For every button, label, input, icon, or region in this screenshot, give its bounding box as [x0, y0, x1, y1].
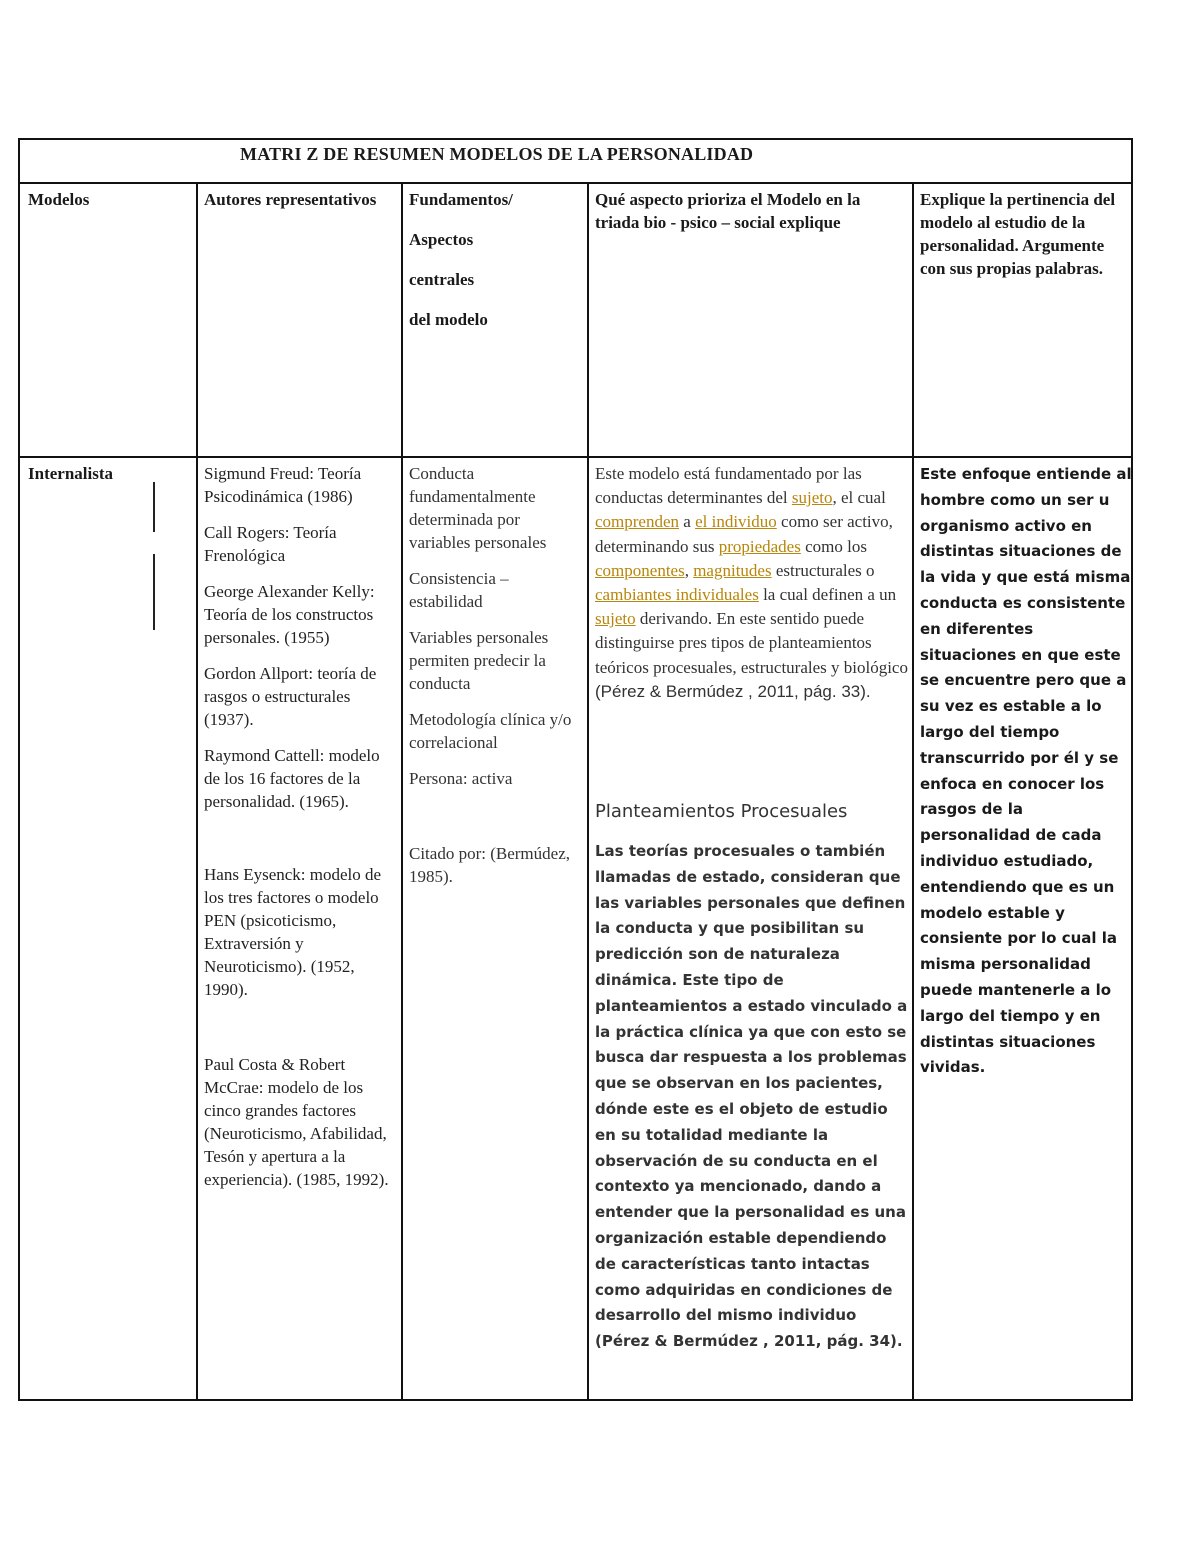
header-aspecto — [595, 188, 907, 234]
header-modelos — [28, 188, 188, 211]
header-pertinencia-label: Explique la pertinencia del modelo al estudio de la personalidad. Argumente con sus propias palabras. — [920, 190, 1116, 278]
fundamento-item: Metodología clínica y/o correlacional — [409, 710, 572, 752]
author-item: Gordon Allport: teoría de rasgos o estructurales (1937). — [204, 664, 377, 729]
aspecto-text: la cual definen a un — [758, 585, 897, 605]
column-divider — [912, 184, 914, 1401]
fundamento-item: Persona: activa — [409, 769, 513, 788]
aspecto-link[interactable]: sujeto — [595, 609, 636, 629]
aspecto-text: a — [679, 512, 696, 532]
aspecto-link[interactable]: componentes — [595, 560, 685, 580]
fundamentos-cell — [409, 462, 581, 901]
title-row — [20, 140, 1131, 184]
author-item: Sigmund Freud: Teoría Psicodinámica (1986) — [204, 464, 362, 506]
authors-cell — [204, 462, 394, 1204]
header-fundamentos-line: Aspectos — [409, 230, 474, 249]
column-divider — [196, 184, 198, 1401]
aspecto-text: , el cual — [832, 488, 886, 508]
aspecto-link[interactable]: sujeto — [791, 488, 833, 508]
column-divider — [587, 184, 589, 1401]
author-item: Call Rogers: Teoría Frenológica — [204, 523, 337, 565]
author-item: George Alexander Kelly: Teoría de los constructos personales. (1955) — [204, 582, 375, 647]
header-modelos-label: Modelos — [28, 190, 90, 209]
fundamento-item: Variables personales permiten predecir la conducta — [409, 628, 549, 693]
header-pertinencia — [920, 188, 1128, 280]
fundamento-item: Consistencia – estabilidad — [409, 569, 509, 611]
aspecto-text: como ser activo, determinando sus — [595, 512, 893, 556]
margin-marker — [153, 554, 155, 630]
fundamento-item: Conducta fundamentalmente determinada por variables personales — [409, 464, 547, 552]
column-divider — [401, 184, 403, 1401]
author-item: Hans Eysenck: modelo de los tres factores o modelo PEN (psicoticismo, Extraversión y Neuroticismo). (1952, 1990). — [204, 865, 382, 999]
header-aspecto-label: Qué aspecto prioriza el Modelo en la triada bio - psico – social explique — [595, 190, 861, 232]
aspecto-text: Este modelo está fundamentado por las conductas determinantes del — [595, 464, 862, 508]
author-item: Raymond Cattell: modelo de los 16 factores de la personalidad. (1965). — [204, 746, 380, 811]
planteamientos-subheading: Planteamientos Procesuales — [595, 801, 848, 823]
aspecto-text: como los — [800, 536, 867, 556]
header-autores-label: Autores representativos — [204, 190, 377, 209]
header-fundamentos — [409, 188, 579, 348]
aspecto-text: estructurales o — [771, 560, 875, 580]
aspecto-link[interactable]: magnitudes — [693, 560, 772, 580]
row-divider — [20, 456, 1131, 458]
pertinencia-text: Este enfoque entiende al hombre como un ser u organismo activo en distintas situaciones de la vida y que está misma conducta es consistente en diferentes situaciones en que este se encuentre pero que a su vez es estable a lo largo del tiempo transcurrido por él y se enfoca en conocer los rasgos de la personalidad de cada individuo estudiado, entendiendo que es un modelo estable y consiente por lo cual la misma personalidad puede mantenerle a lo largo del tiempo y en distintas situaciones vividas. — [920, 465, 1132, 1077]
aspecto-citation: (Pérez & Bermúdez , 2011, pág. 33). — [595, 681, 871, 701]
aspecto-paragraph — [595, 462, 909, 704]
matrix-title: MATRI Z DE RESUMEN MODELOS DE LA PERSONALIDAD — [240, 144, 754, 164]
header-autores — [204, 188, 384, 211]
model-name-cell — [28, 462, 188, 485]
header-fundamentos-line: Fundamentos/ — [409, 190, 513, 209]
aspecto-link[interactable]: comprenden — [595, 512, 680, 532]
planteamientos-body: Las teorías procesuales o también llamadas de estado, consideran que las variables personales que definen la conducta y que posibilitan su predicción son de naturaleza dinámica. Este tipo de planteamientos a estado vinculado a la práctica clínica ya que con esto se busca dar respuesta a los problemas que se observan en los pacientes, dónde este es el objeto de estudio en su totalidad mediante la observación de su conducta en el contexto ya mencionado, dando a entender que la personalidad es una organización estable dependiendo de características tanto intactas como adquiridas en condiciones de desarrollo del mismo individuo (Pérez & Bermúdez , 2011, pág. 34). — [595, 842, 908, 1351]
author-item: Paul Costa & Robert McCrae: modelo de los cinco grandes factores (Neuroticismo, Afabilidad, Tesón y apertura a la experiencia). (1985, 1992). — [204, 1055, 389, 1189]
aspecto-text: derivando. En este sentido puede distinguirse pres tipos de planteamientos teóricos procesuales, estructurales y biológico — [595, 609, 908, 677]
summary-matrix-table — [18, 138, 1133, 1401]
aspecto-link[interactable]: propiedades — [718, 536, 801, 556]
aspecto-text: , — [684, 560, 694, 580]
aspecto-link[interactable]: el individuo — [695, 512, 777, 532]
margin-marker — [153, 482, 155, 532]
pertinencia-cell — [920, 462, 1132, 1081]
aspecto-link[interactable]: cambiantes individuales — [595, 585, 759, 605]
header-fundamentos-line: del modelo — [409, 310, 488, 329]
model-name: Internalista — [28, 464, 113, 483]
header-fundamentos-line: centrales — [409, 270, 475, 289]
fundamento-item: Citado por: (Bermúdez, 1985). — [409, 844, 570, 886]
aspecto-cell — [595, 462, 909, 1355]
